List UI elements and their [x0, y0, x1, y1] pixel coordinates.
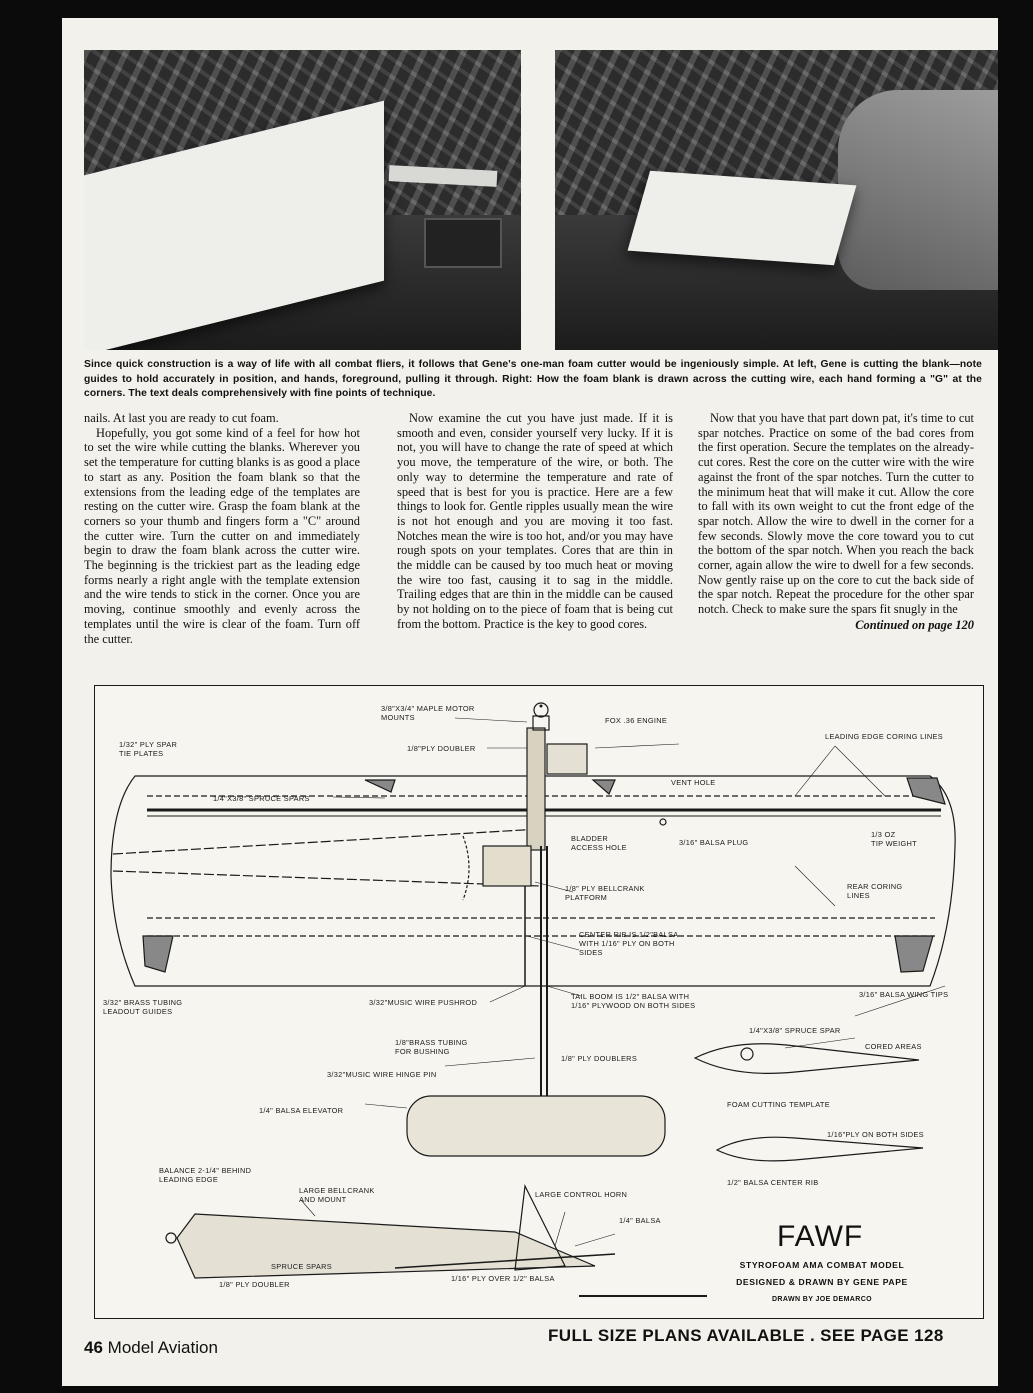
- motor-mount: [527, 728, 545, 850]
- article-column-1: [84, 411, 360, 646]
- label-engine: FOX .36 ENGINE: [605, 716, 668, 725]
- label-tip-weight: 1/3 OZ TIP WEIGHT: [871, 830, 917, 848]
- photo-drawing-blank: [555, 50, 998, 350]
- label-leading-edge-coring: LEADING EDGE CORING LINES: [825, 732, 943, 741]
- photo-cutter-box: [424, 218, 502, 268]
- foam-corner: [907, 778, 945, 804]
- photo-arm: [838, 90, 998, 290]
- label-foam-template: FOAM CUTTING TEMPLATE: [727, 1100, 830, 1109]
- plan-subtitle: STYROFOAM AMA COMBAT MODEL: [739, 1260, 905, 1270]
- label-wing-tips: 3/16" BALSA WING TIPS: [859, 990, 949, 999]
- label-brass-bushing: 1/8"BRASS TUBING FOR BUSHING: [395, 1038, 468, 1056]
- template-spar-hole: [741, 1048, 753, 1060]
- magazine-page: [62, 18, 998, 1386]
- continued-note: Continued on page 120: [855, 617, 974, 632]
- label-motor-mounts: 3/8"X3/4" MAPLE MOTOR MOUNTS: [381, 704, 475, 722]
- label-ply-over-balsa: 1/16" PLY OVER 1/2" BALSA: [451, 1274, 555, 1283]
- label-spruce-spars: 1/4"X3/8" SPRUCE SPARS: [213, 794, 310, 803]
- label-elevator: 1/4" BALSA ELEVATOR: [259, 1106, 344, 1115]
- paragraph: Hopefully, you got some kind of a feel for how hot to set the wire while cutting the blanks. Wherever you set the temperature for cutting blanks is as good a place to start as any. Position the foam blank so that the extensions from the leading edge of the templates are resting on the cutter wire. Grasp the foam blank at the corners so your thumb and fingers form a "C" around the cutter wire. Turn the cutter on and immediately begin to draw the foam blank across the cutter wire. The beginning is the trickiest part as the leading edge forms nearly a right angle with the template extension and the wire tends to stick in the corner. Once you are moving, continue smoothly and evenly across the templates until the wire is clear of the foam. Turn off the cutter.: [84, 425, 360, 646]
- label-brass-leadout: 3/32" BRASS TUBING LEADOUT GUIDES: [103, 998, 183, 1016]
- label-ply-both-sides: 1/16"PLY ON BOTH SIDES: [827, 1130, 924, 1139]
- plan-drawn-by: DRAWN BY JOE DEMARCO: [771, 1296, 873, 1303]
- label-pushrod: 3/32"MUSIC WIRE PUSHROD: [369, 998, 478, 1007]
- label-ply-doubler-top: 1/8"PLY DOUBLER: [407, 744, 476, 753]
- label-spar-tie-plates: 1/32" PLY SPAR TIE PLATES: [119, 740, 178, 758]
- elevator: [407, 1096, 665, 1156]
- bellcrank-arc: [463, 836, 469, 900]
- leadout-line: [113, 871, 540, 886]
- label-spruce-spars-side: SPRUCE SPARS: [271, 1262, 332, 1271]
- foam-corner: [365, 780, 395, 792]
- label-vent-hole: VENT HOLE: [671, 778, 716, 787]
- paragraph: nails. At last you are ready to cut foam.: [84, 411, 279, 425]
- plans-available-note: FULL SIZE PLANS AVAILABLE . SEE PAGE 128: [548, 1326, 944, 1345]
- foam-corner: [593, 780, 615, 794]
- article-column-3: [698, 411, 974, 633]
- photo-cutting-blank: [84, 50, 521, 350]
- label-spruce-spar-template: 1/4"X3/8" SPRUCE SPAR: [749, 1026, 841, 1035]
- photo-caption: Since quick construction is a way of life with all combat fliers, it follows that Gene's one-man foam cutter would be ingeniously simple. At left, Gene is cutting the blank—note guides to hold accurately in position, and hands, foreground, pulling it through. Right: How the foam blank is drawn across the cutting wire, each hand forming a "G" at the corners. The text deals comprehensively with fine points of technique.: [84, 359, 982, 399]
- leadout-line: [113, 829, 540, 854]
- bellcrank: [483, 846, 531, 886]
- paragraph: Now examine the cut you have just made. If it is smooth and even, consider yourself very lucky. If it is not, you will have to change the rate of speed at which you move, the temperature of the wire, or both. The only way to determine the temperature and rate of speed that is best for you is practice. Here are a few things to look for. Gentle ripples usually mean the wire is not hot enough and you are moving it too fast. Notches mean the wire is too hot, and/or you may have rough spots on your templates. Cores that are thin in the middle can be caused by too much heat or moving the wire too fast, causing it to sag in the middle. Trailing edges that are thin in the middle can be caused by not holding on to the piece of foam that is being cut from the bottom. Practice is the key to good cores.: [397, 411, 673, 631]
- foam-corner: [143, 936, 173, 972]
- page-footer: [84, 1338, 218, 1358]
- foam-corner: [895, 936, 933, 972]
- label-rear-coring: REAR CORING LINES: [847, 882, 903, 900]
- label-ply-doubler-side: 1/8" PLY DOUBLER: [219, 1280, 290, 1289]
- plan-designer: DESIGNED & DRAWN BY GENE PAPE: [736, 1277, 908, 1287]
- engine: [547, 744, 587, 774]
- photo-foam-blank: [628, 171, 857, 265]
- label-balsa-plug: 3/16" BALSA PLUG: [679, 838, 749, 847]
- label-large-bellcrank: LARGE BELLCRANK AND MOUNT: [299, 1186, 375, 1204]
- label-bellcrank-platform: 1/8" PLY BELLCRANK PLATFORM: [565, 884, 645, 902]
- center-rib-template: [717, 1137, 923, 1161]
- label-center-rib: CENTER RIB IS 1/2"BALSA WITH 1/16" PLY ON BOTH SIDES: [579, 930, 679, 957]
- page-number: 46: [84, 1338, 103, 1357]
- label-cored-areas: CORED AREAS: [865, 1042, 922, 1051]
- label-balsa-center-rib: 1/2" BALSA CENTER RIB: [727, 1178, 819, 1187]
- paragraph: Now that you have that part down pat, it's time to cut spar notches. Practice on some of the bad cores from the first operation. Secure the templates on the already-cut cores. Rest the core on the cutter wire with the wire against the front of the spar notches. Turn the cutter to the minimum heat that will make it cut. Allow the core to fall with its own weight to cut the front edge of the spar notch. Allow the wire to dwell in the corner for a few seconds. Slowly move the core toward you to cut the bottom of the spar notch. When you reach the back corner, again allow the wire to dwell for a few seconds. Now gently raise up on the core to cut the back side of the spar notch. Repeat the procedure for the other spar notch. Check to make sure the spars fit snugly in the: [698, 411, 974, 617]
- label-ply-doublers: 1/8" PLY DOUBLERS: [561, 1054, 638, 1063]
- label-bladder-access: BLADDER ACCESS HOLE: [571, 834, 627, 852]
- article-column-2: [397, 411, 673, 632]
- label-hinge-pin: 3/32"MUSIC WIRE HINGE PIN: [327, 1070, 437, 1079]
- label-tail-boom: TAIL BOOM IS 1/2" BALSA WITH 1/16" PLYWOOD ON BOTH SIDES: [571, 992, 696, 1010]
- plan-drawing: [94, 685, 984, 1319]
- side-view-spinner: [166, 1233, 176, 1243]
- plan-title: FAWF: [777, 1220, 864, 1253]
- magazine-name: Model Aviation: [107, 1338, 218, 1357]
- label-control-horn: LARGE CONTROL HORN: [535, 1190, 628, 1199]
- label-quarter-balsa: 1/4" BALSA: [619, 1216, 661, 1225]
- vent-hole: [660, 819, 666, 825]
- label-balance: BALANCE 2-1/4" BEHIND LEADING EDGE: [159, 1166, 252, 1184]
